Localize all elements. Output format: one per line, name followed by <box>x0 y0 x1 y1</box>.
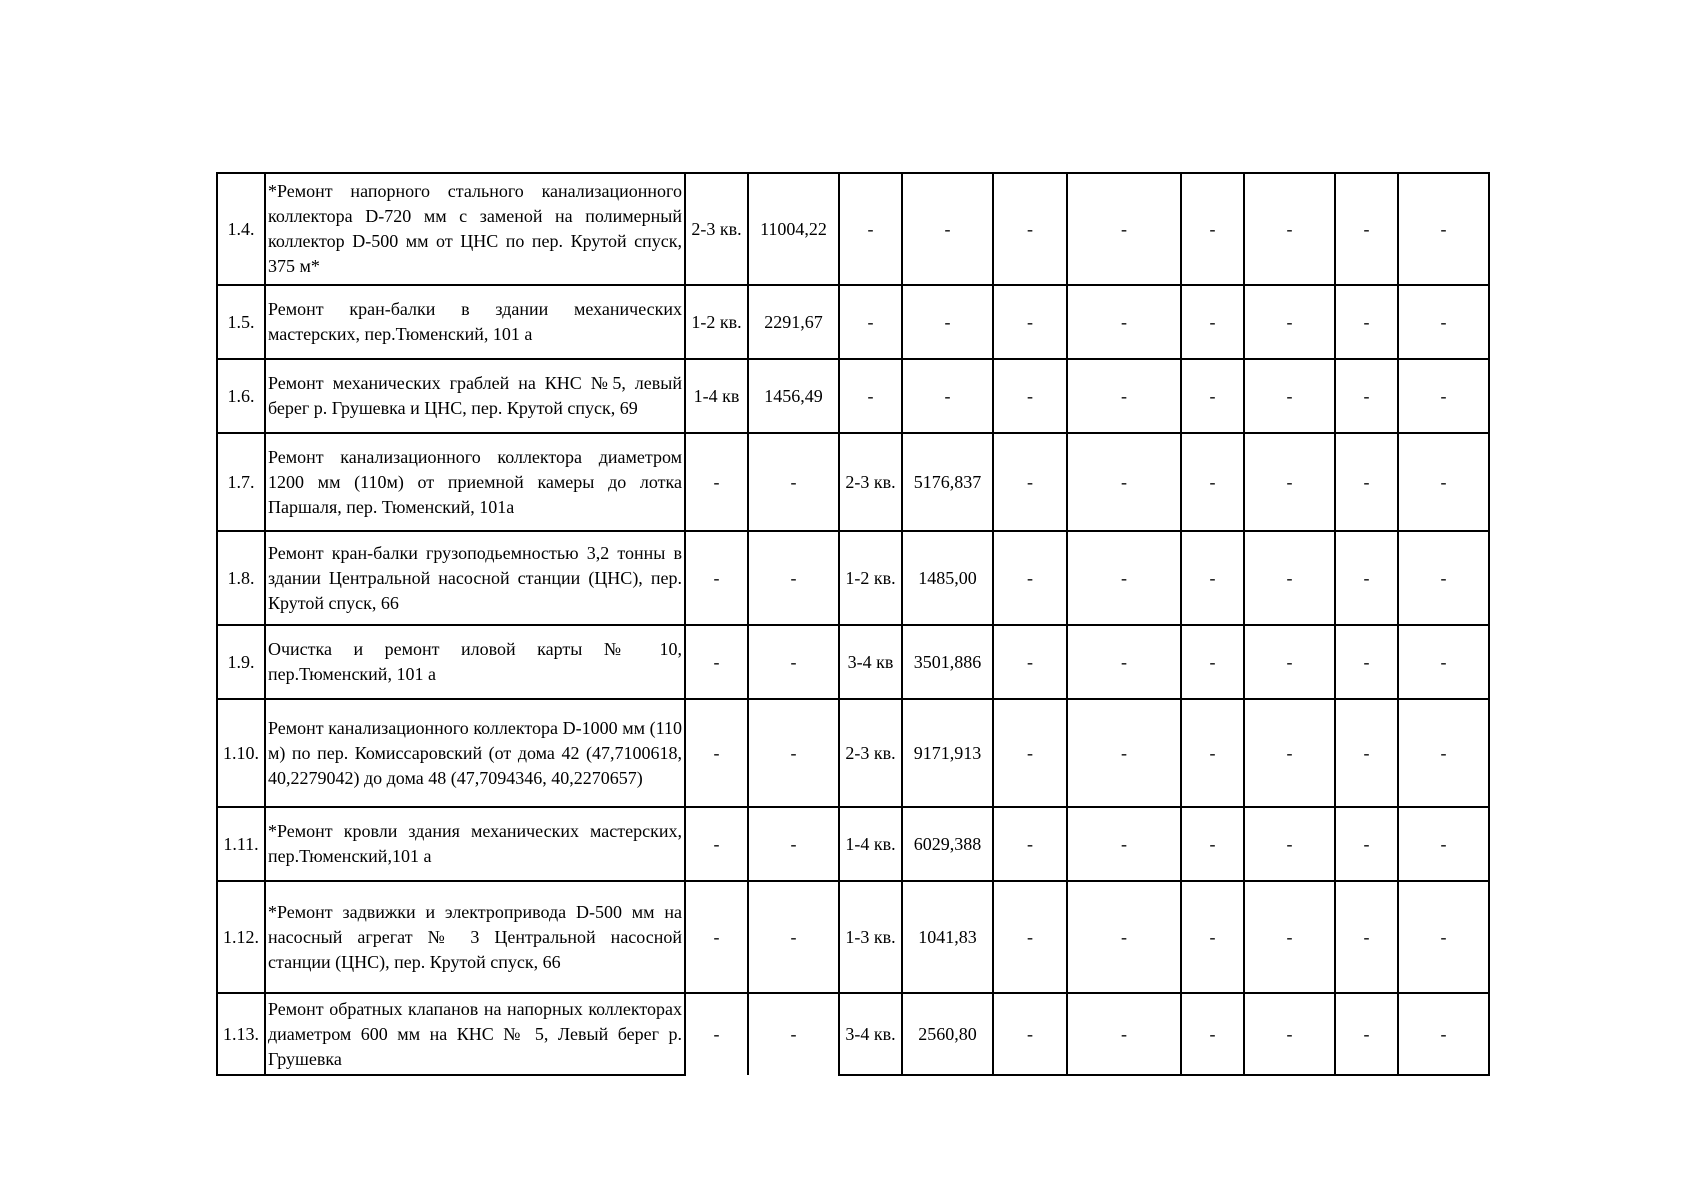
work-description: Очистка и ремонт иловой карты № 10, пер.Тюменский, 101 а <box>265 625 685 699</box>
period-cell: 3-4 кв <box>839 625 902 699</box>
period-cell: - <box>1335 531 1398 625</box>
period-cell: - <box>1335 285 1398 359</box>
period-cell: - <box>993 359 1067 433</box>
amount-cell: 11004,22 <box>748 173 839 285</box>
period-cell: - <box>685 699 748 807</box>
period-cell: - <box>685 433 748 531</box>
table-body <box>217 173 1489 1075</box>
work-description: Ремонт кран-балки в здании механических мастерских, пер.Тюменский, 101 а <box>265 285 685 359</box>
amount-cell: - <box>1244 625 1335 699</box>
amount-cell: - <box>1067 359 1181 433</box>
amount-cell: - <box>1244 993 1335 1075</box>
work-description: Ремонт канализационного коллектора D-1000 мм (110 м) по пер. Комиссаровский (от дома 42 (47,7100618, 40,2279042) до дома 48 (47,7094346, 40,2270657) <box>265 699 685 807</box>
period-cell: - <box>839 173 902 285</box>
period-cell: 1-2 кв. <box>685 285 748 359</box>
period-cell: - <box>1335 625 1398 699</box>
works-table <box>216 172 1490 1076</box>
amount-cell: - <box>748 881 839 993</box>
table-row <box>217 531 1489 625</box>
amount-cell: - <box>748 699 839 807</box>
row-number: 1.13. <box>217 993 265 1075</box>
period-cell: 1-4 кв. <box>839 807 902 881</box>
amount-cell: - <box>902 173 993 285</box>
period-cell: 2-3 кв. <box>685 173 748 285</box>
amount-cell: - <box>748 625 839 699</box>
period-cell: - <box>1335 881 1398 993</box>
amount-cell: - <box>1398 881 1489 993</box>
period-cell: - <box>1181 285 1244 359</box>
work-description: *Ремонт напорного стального канализационного коллектора D-720 мм с заменой на полимерный коллектор D-500 мм от ЦНС по пер. Крутой спуск, 375 м* <box>265 173 685 285</box>
period-cell: - <box>1181 993 1244 1075</box>
amount-cell: 1456,49 <box>748 359 839 433</box>
row-number: 1.8. <box>217 531 265 625</box>
period-cell: - <box>839 359 902 433</box>
period-cell: - <box>993 881 1067 993</box>
amount-cell: - <box>1244 807 1335 881</box>
amount-cell: - <box>1398 699 1489 807</box>
period-cell: - <box>1335 173 1398 285</box>
amount-cell: 2560,80 <box>902 993 993 1075</box>
period-cell: - <box>993 699 1067 807</box>
period-cell: - <box>993 625 1067 699</box>
amount-cell: 3501,886 <box>902 625 993 699</box>
table-row <box>217 359 1489 433</box>
table-row <box>217 807 1489 881</box>
row-number: 1.11. <box>217 807 265 881</box>
amount-cell: - <box>748 433 839 531</box>
amount-cell: - <box>1067 993 1181 1075</box>
amount-cell: - <box>748 531 839 625</box>
period-cell: - <box>1335 433 1398 531</box>
amount-cell: - <box>1067 625 1181 699</box>
period-cell: - <box>1181 531 1244 625</box>
period-cell: - <box>1335 807 1398 881</box>
work-description: Ремонт механических граблей на КНС №5, левый берег р. Грушевка и ЦНС, пер. Крутой спуск, 69 <box>265 359 685 433</box>
row-number: 1.6. <box>217 359 265 433</box>
work-description: Ремонт канализационного коллектора диаметром 1200 мм (110м) от приемной камеры до лотка Паршаля, пер. Тюменский, 101а <box>265 433 685 531</box>
period-cell: - <box>839 285 902 359</box>
work-description: *Ремонт задвижки и электропривода D-500 мм на насосный агрегат № 3 Центральной насосной станции (ЦНС), пер. Крутой спуск, 66 <box>265 881 685 993</box>
period-cell: - <box>1335 993 1398 1075</box>
period-cell: - <box>1181 699 1244 807</box>
table-row <box>217 993 1489 1075</box>
amount-cell: 1041,83 <box>902 881 993 993</box>
table-row <box>217 285 1489 359</box>
period-cell: - <box>993 807 1067 881</box>
period-cell: - <box>685 881 748 993</box>
period-cell: - <box>1181 433 1244 531</box>
period-cell: - <box>1181 807 1244 881</box>
period-cell: - <box>685 531 748 625</box>
period-cell: - <box>1181 359 1244 433</box>
amount-cell: - <box>1244 531 1335 625</box>
amount-cell: - <box>1067 699 1181 807</box>
amount-cell: - <box>1244 699 1335 807</box>
amount-cell: - <box>1067 807 1181 881</box>
period-cell: - <box>1335 359 1398 433</box>
table-row <box>217 625 1489 699</box>
period-cell: - <box>1181 173 1244 285</box>
amount-cell: - <box>1398 531 1489 625</box>
period-cell: 1-4 кв <box>685 359 748 433</box>
table-row <box>217 881 1489 993</box>
row-number: 1.10. <box>217 699 265 807</box>
period-cell: 1-2 кв. <box>839 531 902 625</box>
amount-cell: - <box>1398 993 1489 1075</box>
amount-cell: 9171,913 <box>902 699 993 807</box>
row-number: 1.12. <box>217 881 265 993</box>
amount-cell: - <box>1067 173 1181 285</box>
table-row <box>217 173 1489 285</box>
period-cell: - <box>993 173 1067 285</box>
amount-cell: - <box>1398 807 1489 881</box>
amount-cell: 2291,67 <box>748 285 839 359</box>
work-description: *Ремонт кровли здания механических мастерских, пер.Тюменский,101 а <box>265 807 685 881</box>
amount-cell: - <box>902 359 993 433</box>
amount-cell: 6029,388 <box>902 807 993 881</box>
amount-cell: - <box>1398 359 1489 433</box>
table-row <box>217 699 1489 807</box>
amount-cell: - <box>1244 881 1335 993</box>
amount-cell: - <box>748 993 839 1075</box>
row-number: 1.5. <box>217 285 265 359</box>
row-number: 1.7. <box>217 433 265 531</box>
amount-cell: - <box>902 285 993 359</box>
amount-cell: - <box>1398 625 1489 699</box>
amount-cell: - <box>1398 433 1489 531</box>
work-description: Ремонт обратных клапанов на напорных коллекторах диаметром 600 мм на КНС № 5, Левый берег р. Грушевка <box>265 993 685 1075</box>
period-cell: - <box>993 993 1067 1075</box>
period-cell: 2-3 кв. <box>839 433 902 531</box>
amount-cell: - <box>1067 433 1181 531</box>
period-cell: - <box>993 531 1067 625</box>
amount-cell: - <box>748 807 839 881</box>
period-cell: 2-3 кв. <box>839 699 902 807</box>
table-row <box>217 433 1489 531</box>
amount-cell: - <box>1244 433 1335 531</box>
amount-cell: - <box>1244 285 1335 359</box>
row-number: 1.4. <box>217 173 265 285</box>
period-cell: - <box>685 807 748 881</box>
amount-cell: 1485,00 <box>902 531 993 625</box>
amount-cell: - <box>1244 173 1335 285</box>
row-number: 1.9. <box>217 625 265 699</box>
amount-cell: - <box>1067 531 1181 625</box>
period-cell: - <box>685 993 748 1075</box>
work-description: Ремонт кран-балки грузоподьемностью 3,2 тонны в здании Центральной насосной станции (ЦНС), пер. Крутой спуск, 66 <box>265 531 685 625</box>
period-cell: 3-4 кв. <box>839 993 902 1075</box>
amount-cell: - <box>1398 285 1489 359</box>
period-cell: - <box>1335 699 1398 807</box>
amount-cell: - <box>1398 173 1489 285</box>
period-cell: - <box>1181 881 1244 993</box>
amount-cell: 5176,837 <box>902 433 993 531</box>
amount-cell: - <box>1067 285 1181 359</box>
period-cell: - <box>993 285 1067 359</box>
period-cell: 1-3 кв. <box>839 881 902 993</box>
period-cell: - <box>1181 625 1244 699</box>
period-cell: - <box>685 625 748 699</box>
amount-cell: - <box>1244 359 1335 433</box>
amount-cell: - <box>1067 881 1181 993</box>
period-cell: - <box>993 433 1067 531</box>
